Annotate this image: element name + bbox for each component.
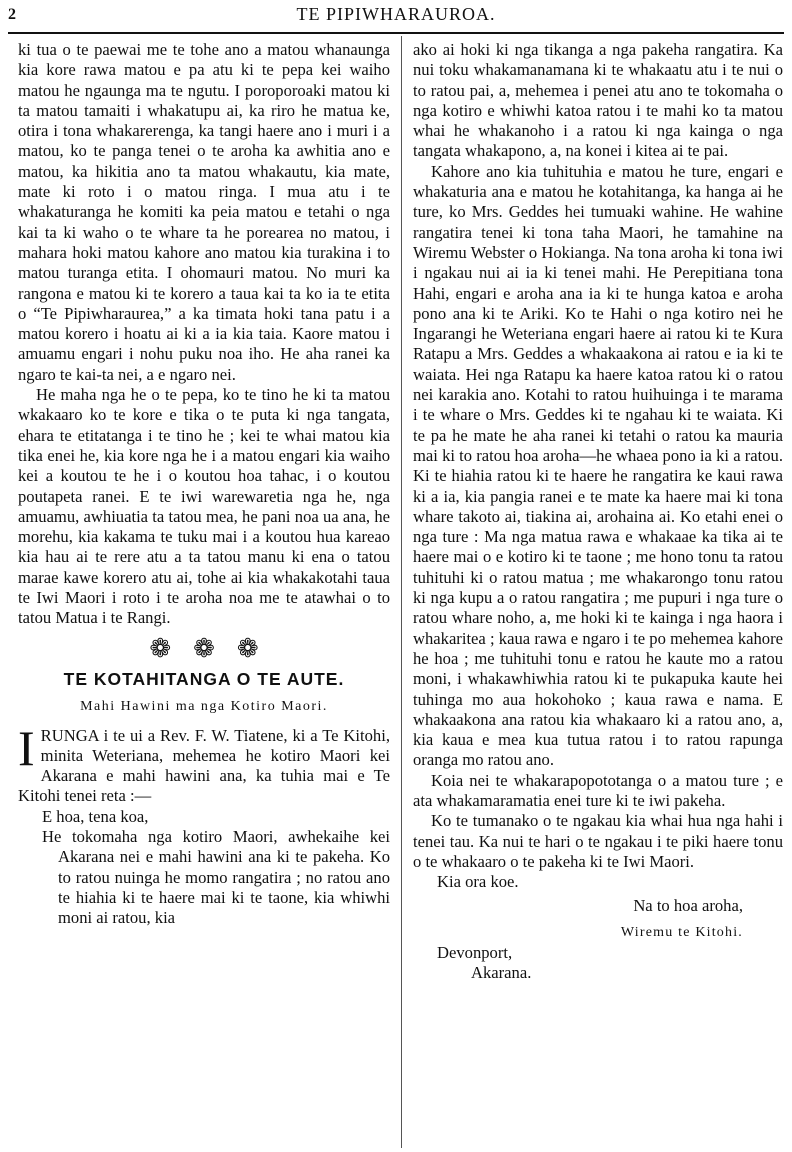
paragraph: Ko te tumanako o te ngakau kia whai hua nga hahi i tenei tau. Ka nui te hari o te ngakau i te piki haere tonu o te whakaaro o te pakeha ki te Iwi Maori.	[413, 811, 783, 871]
signature-line: Na to hoa aroha,	[633, 896, 743, 916]
drop-cap: I	[18, 719, 35, 776]
place-line: Devonport,	[437, 943, 513, 963]
paragraph: ako ai hoki ki nga tikanga a nga pakeha rangatira. Ka nui toku whakamanamana ki te whakaatu atu i te nui o to ratou pai, a, mehemea i penei atu ano te tokomaha o nga kotiro e whiwhi katoa ratou i te mahi ko ta matou whai he whakanoho i a ratou ki nga kainga o nga tangata whakapono, a, na konei i kitea ai te pai.	[413, 40, 783, 161]
ornament-divider: ❁❁❁	[149, 633, 281, 663]
paragraph: He tokomaha nga kotiro Maori, awhekaihe kei Akarana nei e mahi hawini ana ki te pakeha. Ko to ratou nuinga he momo rangatira ; no ratou ano te hiahia ki te haere mai ki te taone, kia whiwhi moni ai ratou, kia	[42, 826, 390, 928]
paragraph: He maha nga he o te pepa, ko te tino he ki ta matou wkakaaro ko te kore e tika o te puta ki nga tangata, ehara te etitatanga i te tino he ; kei te whai matou kia tika enei he, kia kore nga he i a matou engari kia waiho kei a koutou te he i o koutou hoa tahac, i o koutou poutapeta ranei. E te iwi warewaretia nga he, nga amuamu, awhiuatia ta tatou mea, he pani noa ua ana, he morehu, kia kakama te tuku mai i a koutou hua kareao kia hau ai te rere atu a ta tatou manu ki ena o tatou marae kawe korero atu ai, tohe ai kia whakakotahi taua te Iwi Maori i roto i te aroha noa me te atawhai o to tatou Matua i te Rangi.	[18, 385, 390, 628]
signature-name	[413, 921, 783, 943]
header-rule	[8, 32, 784, 34]
letter-intro-text: RUNGA i te ui a Rev. F. W. Tiatene, ki a Te Kitohi, minita Weteriana, mehemea he kotiro Maori kei Akarana e mahi hawini ana, ka tuhia mai e Te Kitohi tenei reta :—	[18, 725, 390, 806]
letter-intro	[18, 719, 390, 807]
closing-line: Kia ora koe.	[437, 872, 519, 892]
right-column	[413, 40, 783, 984]
paragraph: Kahore ano kia tuhituhia e matou he ture, engari e whakaturia ana e matou he kotahitanga, ka hanga ai he ture, ko Mrs. Geddes hei tumuaki wahine. He wahine rangatira tenei ki tona taha Maori, he tamahine na Wiremu Webster o Hokianga. Na tona aroha ki tona iwi i ngakau nui ai ia ki tenei mahi. He Perepitiana tona Hahi, engari e aroha ana ia ki te hunga katoa e aroha pono ana ki te Ariki. Ko te Hahi o nga kotiro nei he Ingarangi he Weteriana engari haere ai ratou ki te Kura Ratapu a Mrs. Geddes a whakaakona ai ratou e ia ki te waiata. Hei nga Ratapu ka haere katoa ratou ki o ratou nei karakia ano. Kotahi to ratou huihuinga i te marama i te whare o Mrs. Geddes ki te ngahau ki te waiata. Ki te pa he mate he aha ranei ki tetahi o ratou ka mauria mai ki to ratou hoa aroha—he whaea pono ia ki a ratou. Ki te hiahia ratou ki te haere he rangatira ke kaui rawa ki a ia, kia pangia ranei e te mate ka haere mai ki tona whare takoto ai, tiakina ai, arohaina ai. Ko etahi enei o nga ture : Ma nga matua rawa e whakaae ka tika ai te haere mai o e kotiro ki te taone ; me hono tonu ta ratou tuhituhi ki o ratou matua ; me whakarongo tonu ratou ki nga kupu a o ratou rangatira ; me pupuri i nga ture o ratou whare noho, a, me hoki ki te kainga i nga haora i whakaritea ; kaua rawa e ngaro i te po mehemea kahore he hoa ; me tuhituhi tonu e ratou he kaute mo a ratou moni, i whakawhiwhia ratou ki te pukapuka kaute hei tuhinga mo aua hokohoko ; kaua rawa e nama. E whakaakona ana ratou kia whakaaro ki a ratou ano, a, kia kaua e mea kua tutua ratou i to ratou rapunga oranga mo ratou ano.	[413, 161, 783, 770]
section-title: TE KOTAHITANGA O TE AUTE.	[63, 668, 345, 689]
page-header	[8, 0, 784, 30]
paragraph: Koia nei te whakarapopototanga o a matou ture ; e ata whakamaramatia enei ture ki te iwi pakeha.	[413, 770, 783, 810]
running-title: TE PIPIWHARAUROA.	[296, 4, 496, 24]
left-column	[18, 40, 390, 928]
signature-name-text: Wiremu te Kitohi.	[620, 924, 743, 940]
letter-greeting: E hoa, tena koa,	[42, 806, 149, 826]
column-divider	[401, 36, 402, 1148]
page-number: 2	[8, 6, 16, 23]
paragraph: ki tua o te paewai me te tohe ano a matou whanaunga kia kore rawa matou e pa atu ki te pepa kei waiho matou he ngaunga ma te ngutu. I poroporoaki matou ki ta matou tamaiti i whakatupu ai, ka riro he matua ke, otira i tona whakarerenga, ka tangi haere ano i muri i a matou, ko te panga tenei o te aroha ka awhitia ano e matou, ka hikitia ano ta matou whakautu, kia mate, mate ki roto i o matou ringa. I mua atu i te whakaturanga he komiti ka peia matou e tetahi o nga kai ta ki waho o te whare ta he porearea no matou, i mahara hoki matou kahore ano matou kia turakina i to matou turanga etita. I ohomauri matou. No muri ka rangona e matou ki te korero a taua kai ta ko ia te etita o “Te Pipiwharaurea,” a ka timata hoki tana patu i a matou korero i hoatu ai ki a ia kia taia. Kaore matou i amuamu engari i nohu puku noa iho. He aha ranei ka ngaro te kai-ta nei, a e ngaro nei.	[18, 40, 390, 384]
section-subtitle: Mahi Hawini ma nga Kotiro Maori.	[80, 699, 328, 715]
place-line: Akarana.	[471, 963, 532, 983]
